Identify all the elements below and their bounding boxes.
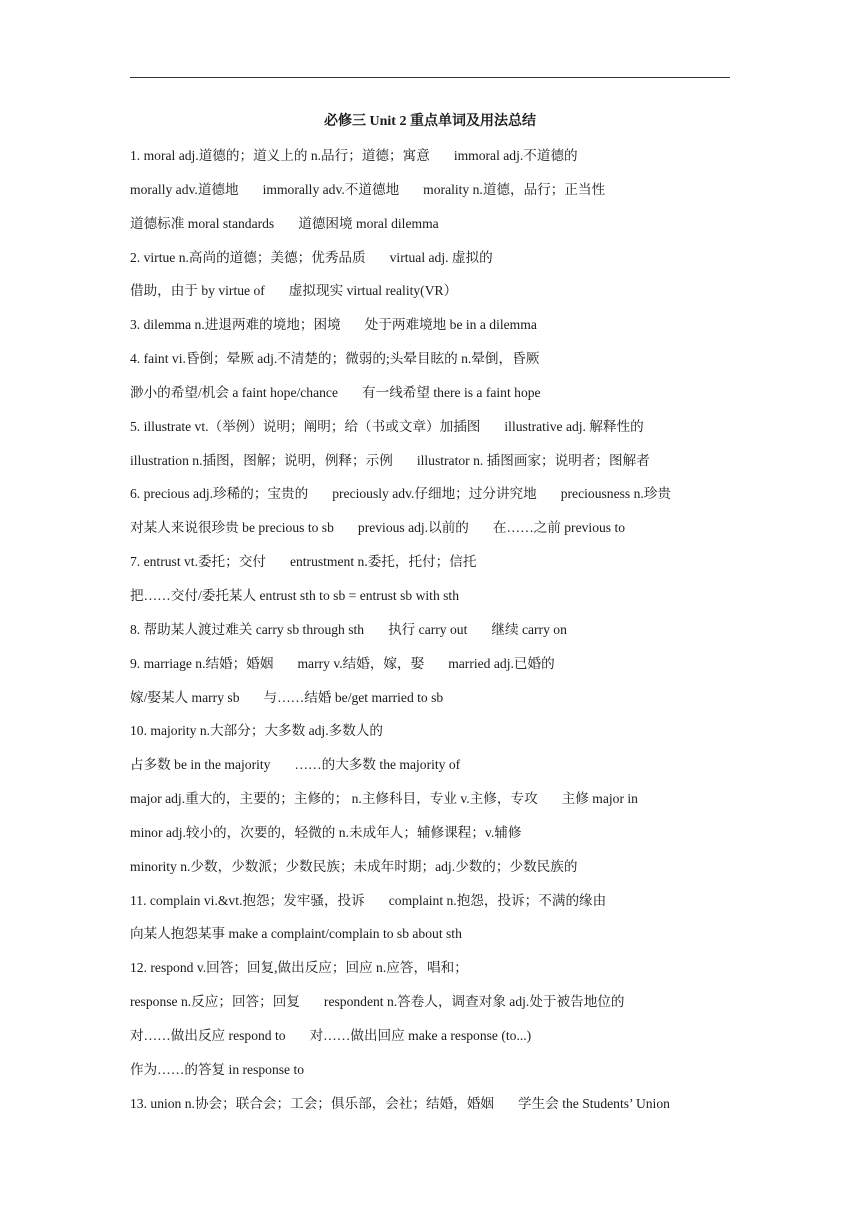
vocab-entry: major adj.重大的，主要的；主修的； n.主修科目，专业 v.主修，专攻 — [130, 791, 538, 807]
vocab-line — [130, 382, 740, 416]
vocab-line — [130, 890, 740, 924]
vocab-entry: immorally adv.不道德地 — [262, 181, 400, 197]
vocab-entry: 继续 carry on — [491, 621, 567, 637]
vocab-entry: 渺小的希望/机会 a faint hope/chance — [130, 384, 339, 400]
vocab-entry: morally adv.道德地 — [130, 181, 239, 197]
vocab-entry: 道德困境 moral dilemma — [298, 215, 439, 231]
vocab-entry: 有一线希望 there is a faint hope — [362, 384, 541, 400]
vocab-entry: 4. faint vi.昏倒；晕厥 adj.不清楚的；微弱的;头晕目眩的 n.晕倒，昏厥 — [130, 351, 540, 367]
vocab-entry: 12. respond v.回答；回复,做出反应；回应 n.应答，唱和； — [130, 960, 468, 976]
vocab-entry: 把……交付/委托某人 entrust sth to sb = entrust sb with sth — [130, 587, 460, 603]
vocab-entry: 道德标准 moral standards — [130, 215, 275, 231]
vocab-entry: 在……之前 previous to — [492, 520, 626, 536]
vocab-line — [130, 856, 740, 890]
vocab-entry: morality n.道德，品行；正当性 — [423, 181, 606, 197]
vocab-entry: 主修 major in — [561, 791, 638, 807]
vocab-entry: 与……结婚 be/get married to sb — [263, 689, 444, 705]
vocab-entry: 向某人抱怨某事 make a complaint/complain to sb about sth — [130, 926, 462, 942]
vocab-entry: ……的大多数 the majority of — [294, 757, 461, 773]
vocab-entry: preciousness n.珍贵 — [560, 486, 671, 502]
vocab-entry: marry v.结婚，嫁，娶 — [297, 655, 425, 671]
vocab-entry: 虚拟现实 virtual reality(VR） — [288, 283, 458, 299]
vocab-entry: immoral adj.不道德的 — [453, 148, 578, 163]
vocab-entry: 5. illustrate vt.（举例）说明；阐明；给（书或文章）加插图 — [130, 418, 481, 434]
vocab-entry: respondent n.答卷人，调查对象 adj.处于被告地位的 — [323, 994, 625, 1010]
vocab-entry: 2. virtue n.高尚的道德；美德；优秀品质 — [130, 249, 366, 265]
vocab-entry: 1. moral adj.道德的；道义上的 n.品行；道德；寓意 — [130, 148, 430, 163]
vocab-entry: 借助，由于 by virtue of — [130, 283, 265, 299]
vocab-entry: illustrator n. 插图画家；说明者；图解者 — [416, 452, 650, 468]
vocab-entry: 13. union n.协会；联合会；工会；俱乐部，会社；结婚，婚姻 — [130, 1095, 495, 1111]
vocab-line — [130, 179, 740, 213]
vocab-entry: entrustment n.委托，托付；信托 — [289, 554, 477, 570]
vocab-entry: 6. precious adj.珍稀的；宝贵的 — [130, 486, 309, 502]
vocab-line — [130, 619, 740, 653]
vocab-entry: 处于两难境地 be in a dilemma — [364, 317, 537, 333]
vocab-entry: married adj.已婚的 — [448, 655, 555, 671]
vocab-entry: 11. complain vi.&vt.抱怨；发牢骚，投诉 — [130, 892, 365, 908]
vocab-line — [130, 1059, 740, 1093]
vocab-line — [130, 348, 740, 382]
vocab-line — [130, 280, 740, 314]
vocabulary-list — [130, 145, 740, 1126]
vocab-entry: minority n.少数，少数派；少数民族；未成年时期；adj.少数的；少数民族的 — [130, 858, 578, 874]
vocab-line — [130, 247, 740, 281]
vocab-line — [130, 450, 740, 484]
vocab-entry: complaint n.抱怨，投诉；不满的缘由 — [388, 892, 607, 908]
vocab-entry: 对……做出反应 respond to — [130, 1027, 286, 1043]
vocab-line — [130, 517, 740, 551]
vocab-line — [130, 213, 740, 247]
vocab-entry: 作为……的答复 in response to — [130, 1061, 305, 1077]
vocab-entry: previous adj.以前的 — [357, 520, 469, 536]
vocab-entry: preciously adv.仔细地；过分讲究地 — [332, 486, 537, 502]
vocab-entry: 嫁/娶某人 marry sb — [130, 689, 240, 705]
vocab-entry: 对某人来说很珍贵 be precious to sb — [130, 520, 334, 536]
document-title: 必修三 Unit 2 重点单词及用法总结 — [324, 114, 536, 129]
vocab-line — [130, 585, 740, 619]
vocab-line — [130, 923, 740, 957]
vocab-entry: 7. entrust vt.委托；交付 — [130, 554, 266, 570]
vocab-line — [130, 1025, 740, 1059]
vocab-entry: 占多数 be in the majority — [130, 757, 271, 773]
vocab-line — [130, 653, 740, 687]
vocab-line — [130, 483, 740, 517]
vocab-line — [130, 788, 740, 822]
vocab-line — [130, 687, 740, 721]
vocab-entry: minor adj.较小的，次要的，轻微的 n.未成年人；辅修课程；v.辅修 — [130, 824, 522, 840]
vocab-line — [130, 720, 740, 754]
vocab-line — [130, 1093, 740, 1127]
vocab-entry: illustration n.插图，图解；说明，例释；示例 — [130, 452, 393, 468]
vocab-entry: 9. marriage n.结婚；婚姻 — [130, 655, 274, 671]
vocab-entry: 8. 帮助某人渡过难关 carry sb through sth — [130, 621, 365, 637]
vocab-line — [130, 551, 740, 585]
vocab-entry: 10. majority n.大部分；大多数 adj.多数人的 — [130, 723, 383, 739]
vocab-entry: 对……做出回应 make a response (to...) — [309, 1027, 532, 1043]
vocab-line — [130, 822, 740, 856]
vocab-entry: response n.反应；回答；回复 — [130, 994, 300, 1010]
vocab-entry: 执行 carry out — [388, 621, 468, 637]
vocab-line — [130, 957, 740, 991]
vocab-line — [130, 416, 740, 450]
vocab-entry: 学生会 the Students’ Union — [518, 1095, 670, 1111]
vocab-entry: illustrative adj. 解释性的 — [504, 418, 644, 434]
vocab-line — [130, 754, 740, 788]
vocab-entry: virtual adj. 虚拟的 — [389, 249, 493, 265]
vocab-line — [130, 145, 740, 179]
header-rule — [130, 77, 730, 78]
vocab-line — [130, 314, 740, 348]
vocab-entry: 3. dilemma n.进退两难的境地；困境 — [130, 317, 341, 333]
vocab-line — [130, 991, 740, 1025]
